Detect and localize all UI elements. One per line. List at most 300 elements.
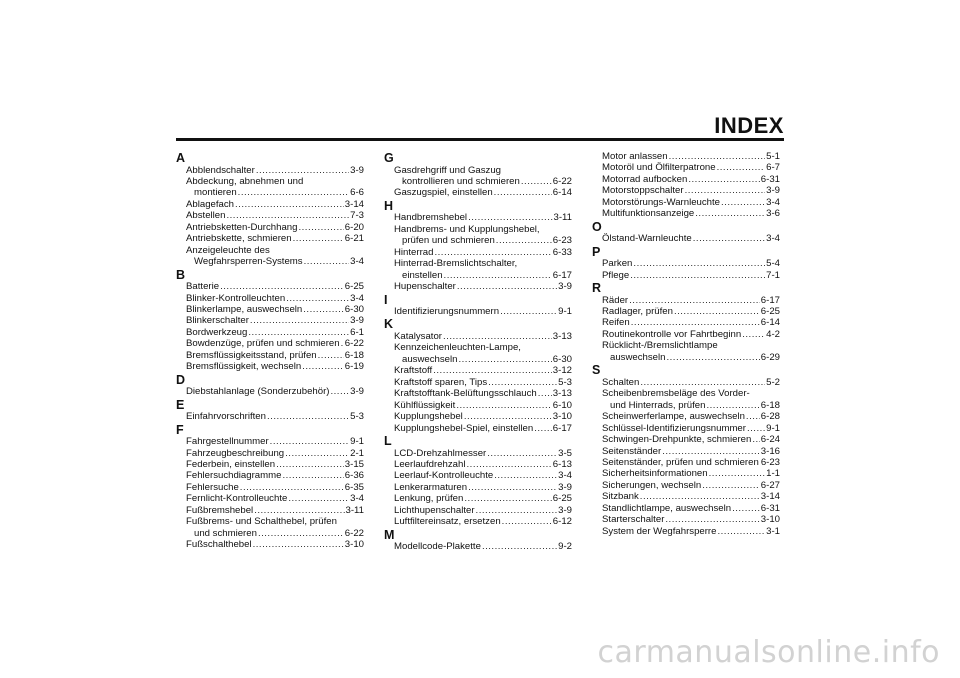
index-entry-label: Gaszugspiel, einstellen <box>394 187 493 199</box>
index-letter: I <box>384 292 388 307</box>
index-page-number: 3-9 <box>350 164 364 176</box>
dot-leader <box>742 329 765 340</box>
dot-leader <box>248 327 349 338</box>
index-entry-label: Fußbremshebel <box>186 504 254 516</box>
index-page-number: 2-1 <box>350 447 364 459</box>
index-entry <box>592 306 780 317</box>
index-entry-label: Fehlersuche <box>186 481 239 493</box>
index-entry <box>176 493 364 504</box>
index-page-number: 7-3 <box>350 210 364 222</box>
index-entry-label: Batterie <box>186 281 220 293</box>
dot-leader <box>695 208 765 219</box>
index-entry-label: Sicherheitsinformationen <box>602 468 708 480</box>
dot-leader <box>267 411 349 422</box>
index-entry-label: Motoröl und Ölfilterpatrone <box>602 162 716 174</box>
index-page-number: 6-21 <box>344 233 364 245</box>
index-entry <box>592 258 780 269</box>
index-page-number: 3-4 <box>350 292 364 304</box>
index-entry <box>176 505 364 516</box>
index-entry-label: Katalysator <box>394 330 442 342</box>
index-page-number: 3-10 <box>344 539 364 551</box>
index-entry <box>176 222 364 233</box>
index-entry <box>176 411 364 422</box>
index-page-number: 6-20 <box>344 221 364 233</box>
index-page-number: 6-22 <box>552 175 572 187</box>
index-entry-label: Motorstoppschalter <box>602 185 684 197</box>
index-page-number: 3-6 <box>766 208 780 220</box>
index-entry-label: und Hinterrads, prüfen <box>610 399 706 411</box>
index-entry-label: Radlager, prüfen <box>602 306 673 318</box>
index-page-number: 6-1 <box>350 326 364 338</box>
index-entry-heading: Kennzeichenleuchten-Lampe, <box>394 342 521 354</box>
dot-leader <box>482 541 557 552</box>
dot-leader <box>254 505 344 516</box>
index-entry-label: Motor anlassen <box>602 151 668 162</box>
index-entry <box>176 327 364 338</box>
index-entry-heading: Gasdrehgriff und Gaszug <box>394 164 502 176</box>
index-entry <box>176 386 364 397</box>
index-entry <box>592 526 780 537</box>
dot-leader <box>302 361 344 372</box>
index-entry-label: Ölstand-Warnleuchte <box>602 233 692 245</box>
dot-leader <box>494 187 552 198</box>
index-page-number: 5-4 <box>766 258 780 270</box>
index-entry-heading: Fußbrems- und Schalthebel, prüfen <box>186 516 337 528</box>
dot-leader <box>709 468 766 479</box>
index-entry <box>592 434 780 445</box>
index-entry-label: prüfen und schmieren <box>402 235 495 247</box>
index-entry-label: kontrollieren und schmieren <box>402 175 520 187</box>
index-entry-label: Schlüssel-Identifizierungsnummer <box>602 422 746 434</box>
index-entry <box>384 400 572 411</box>
index-entry <box>384 411 572 422</box>
dot-leader <box>303 304 344 315</box>
index-entry <box>384 187 572 198</box>
index-entry <box>176 256 364 267</box>
index-entry <box>176 539 364 550</box>
index-page-number: 6-22 <box>344 527 364 539</box>
index-entry <box>592 423 780 434</box>
index-entry <box>384 331 572 342</box>
index-entry-label: Fußschalthebel <box>186 539 252 551</box>
index-page-number: 6-35 <box>344 481 364 493</box>
index-page-number: 6-17 <box>760 294 780 306</box>
index-letter: M <box>384 527 395 542</box>
index-entry <box>176 293 364 304</box>
index-entry <box>592 295 780 306</box>
index-entry-label: Fernlicht-Kontrolleuchte <box>186 493 288 505</box>
index-page-number: 3-9 <box>766 185 780 197</box>
index-entry <box>592 185 780 196</box>
index-page-number: 6-18 <box>760 399 780 411</box>
index-entry-label: Scheinwerferlampe, auswechseln <box>602 411 745 423</box>
dot-leader <box>282 470 343 481</box>
index-page-number: 6-6 <box>350 187 364 199</box>
dot-leader <box>629 295 760 306</box>
index-entry-label: Bremsflüssigkeit, wechseln <box>186 361 302 373</box>
index-page-number: 3-13 <box>552 388 572 400</box>
index-page-number: 3-14 <box>344 198 364 210</box>
index-letter: O <box>592 219 602 234</box>
index-entry <box>384 470 572 481</box>
index-entry <box>384 281 572 292</box>
index-entry <box>384 270 572 281</box>
index-entry-label: Standlichtlampe, auswechseln <box>602 502 732 514</box>
index-entry <box>176 470 364 481</box>
index-entry <box>176 448 364 459</box>
index-entry-heading: Handbrems- und Kupplungshebel, <box>394 223 540 235</box>
index-entry-label: Wegfahrsperren-Systems <box>194 256 303 268</box>
dot-leader <box>488 377 557 388</box>
index-entry-label: Kupplungshebel-Spiel, einstellen <box>394 422 534 434</box>
index-entry <box>176 350 364 361</box>
dot-leader <box>746 411 760 422</box>
dot-leader <box>521 176 552 187</box>
index-page-number: 6-14 <box>760 317 780 329</box>
index-entry-label: Fahrzeugbeschreibung <box>186 447 285 459</box>
index-entry <box>592 468 780 479</box>
index-entry-label: Pflege <box>602 269 630 281</box>
index-entry <box>384 212 572 223</box>
index-entry <box>384 354 572 365</box>
index-entry-label: Lenkung, prüfen <box>394 493 464 505</box>
index-entry-label: Bremsflüssigkeitsstand, prüfen <box>186 349 317 361</box>
index-entry-heading: Abdeckung, abnehmen und <box>186 175 304 187</box>
dot-leader <box>721 197 765 208</box>
index-entry <box>592 162 780 173</box>
index-letter: F <box>176 422 184 437</box>
index-entry-label: Hinterrad <box>394 246 434 258</box>
index-page-number: 1-1 <box>766 468 780 480</box>
dot-leader <box>270 436 349 447</box>
index-page-number: 6-36 <box>344 470 364 482</box>
index-page-number: 6-24 <box>760 434 780 446</box>
index-page-number: 3-10 <box>552 411 572 423</box>
dot-leader <box>288 493 349 504</box>
index-entry <box>592 329 780 340</box>
dot-leader <box>226 210 349 221</box>
index-page-number: 3-9 <box>558 481 572 493</box>
index-entry <box>384 377 572 388</box>
index-entry-label: Blinkerlampe, auswechseln <box>186 303 303 315</box>
index-entry-label: Routinekontrolle vor Fahrtbeginn <box>602 328 742 340</box>
dot-leader <box>732 503 760 514</box>
title-divider <box>176 138 784 141</box>
index-entry <box>384 541 572 552</box>
index-entry-label: Fahrgestellnummer <box>186 436 269 448</box>
index-entry-label: Identifizierungsnummern <box>394 306 500 318</box>
index-page-number: 3-4 <box>350 493 364 505</box>
index-entry-label: Leerlauf-Kontrolleuchte <box>394 470 494 482</box>
index-entry-label: Fehlersuchdiagramme <box>186 470 282 482</box>
dot-leader <box>235 199 344 210</box>
index-letter: R <box>592 281 602 296</box>
index-entry-label: Räder <box>602 294 629 306</box>
index-page-number: 3-9 <box>558 504 572 516</box>
dot-leader <box>433 365 552 376</box>
index-page-number: 6-7 <box>766 162 780 174</box>
index-entry <box>384 235 572 246</box>
dot-leader <box>717 162 766 173</box>
dot-leader <box>706 400 759 411</box>
dot-leader <box>304 256 350 267</box>
index-page-number: 7-1 <box>766 269 780 281</box>
index-page-number: 5-3 <box>350 411 364 423</box>
index-entry <box>176 165 364 176</box>
index-column-3 <box>592 151 780 537</box>
dot-leader <box>476 505 558 516</box>
index-page-number: 3-4 <box>558 470 572 482</box>
dot-leader <box>669 151 766 162</box>
index-entry <box>592 174 780 185</box>
index-page-number: 6-31 <box>760 173 780 185</box>
index-letter: K <box>384 317 394 332</box>
index-letter: L <box>384 434 392 449</box>
index-letter: G <box>384 151 394 165</box>
index-entry-label: Antriebskette, schmieren <box>186 233 292 245</box>
index-page-number: 6-22 <box>344 338 364 350</box>
index-page-number: 3-9 <box>558 281 572 293</box>
index-entry-label: Parken <box>602 258 633 270</box>
index-entry-label: Leerlaufdrehzahl <box>394 459 466 471</box>
index-page-number: 6-17 <box>552 269 572 281</box>
index-page-number: 9-1 <box>350 436 364 448</box>
index-entry <box>592 270 780 281</box>
index-page-number: 3-13 <box>552 330 572 342</box>
index-entry <box>592 317 780 328</box>
index-page-number: 3-11 <box>345 504 364 516</box>
dot-leader <box>293 233 344 244</box>
index-entry <box>176 199 364 210</box>
dot-leader <box>285 448 349 459</box>
index-entry <box>384 448 572 459</box>
dot-leader <box>457 281 557 292</box>
index-letter: E <box>176 397 185 412</box>
dot-leader <box>534 423 552 434</box>
index-entry-label: Abblendschalter <box>186 164 255 176</box>
index-page-number: 9-2 <box>558 541 572 553</box>
index-page-number: 3-5 <box>558 447 572 459</box>
dot-leader <box>458 354 551 365</box>
index-entry <box>176 482 364 493</box>
dot-leader <box>341 338 344 349</box>
dot-leader <box>630 270 765 281</box>
index-page-number: 3-1 <box>766 525 780 537</box>
index-entry-label: Seitenständer <box>602 445 662 457</box>
index-page-number: 6-28 <box>760 411 780 423</box>
index-entry <box>384 247 572 258</box>
dot-leader <box>466 459 551 470</box>
index-entry-label: Sicherungen, wechseln <box>602 479 702 491</box>
index-entry <box>592 151 780 162</box>
index-page-number: 5-3 <box>558 376 572 388</box>
dot-leader <box>662 446 760 457</box>
index-page-number: 6-25 <box>344 281 364 293</box>
index-entry <box>176 304 364 315</box>
index-page-number: 6-25 <box>760 306 780 318</box>
page-title: INDEX <box>714 113 784 138</box>
index-entry <box>592 480 780 491</box>
index-letter: A <box>176 151 186 165</box>
index-entry <box>176 436 364 447</box>
index-entry <box>176 187 364 198</box>
index-entry <box>592 446 780 457</box>
dot-leader <box>633 258 765 269</box>
dot-leader <box>468 482 557 493</box>
index-entry-label: Kraftstoff sparen, Tips <box>394 376 488 388</box>
index-entry <box>384 493 572 504</box>
index-entry-label: einstellen <box>402 269 443 281</box>
index-column-2 <box>384 151 572 553</box>
index-page-number: 3-4 <box>350 256 364 268</box>
index-entry-label: Blinkerschalter <box>186 315 249 327</box>
index-entry <box>592 457 780 468</box>
dot-leader <box>456 400 551 411</box>
dot-leader <box>487 448 557 459</box>
index-page-number: 5-1 <box>766 151 780 162</box>
index-entry <box>384 306 572 317</box>
dot-leader <box>702 480 760 491</box>
index-page-number: 3-15 <box>344 459 364 471</box>
index-entry-label: Bordwerkzeug <box>186 326 248 338</box>
index-entry <box>176 233 364 244</box>
watermark: carmanualsonline.info <box>597 635 940 670</box>
index-entry-label: Kraftstoff <box>394 365 433 377</box>
index-entry-label: Einfahrvorschriften <box>186 411 266 423</box>
dot-leader <box>685 185 766 196</box>
index-page-number: 3-4 <box>766 196 780 208</box>
index-entry-heading: Hinterrad-Bremslichtschalter, <box>394 258 518 270</box>
index-page-number: 4-2 <box>766 328 780 340</box>
index-entry <box>592 233 780 244</box>
index-page-number: 6-30 <box>344 303 364 315</box>
index-entry-label: Schwingen-Drehpunkte, schmieren <box>602 434 752 446</box>
index-entry <box>384 388 572 399</box>
index-page-number: 6-23 <box>760 456 781 468</box>
index-entry-label: Diebstahlanlage (Sonderzubehör) <box>186 386 330 398</box>
index-entry <box>176 459 364 470</box>
index-entry-label: Hupenschalter <box>394 281 456 293</box>
dot-leader <box>502 516 552 527</box>
index-page-number: 6-31 <box>760 502 780 514</box>
index-page-number: 6-12 <box>552 516 572 528</box>
index-entry-label: Kupplungshebel <box>394 411 463 423</box>
index-entry-label: Modellcode-Plakette <box>394 541 481 553</box>
dot-leader <box>330 386 349 397</box>
dot-leader <box>717 526 765 537</box>
index-page-number: 6-29 <box>760 351 780 363</box>
index-letter: D <box>176 372 186 387</box>
index-entry-label: System der Wegfahrsperre <box>602 525 717 537</box>
index-entry-label: Ablagefach <box>186 198 235 210</box>
index-entry <box>384 423 572 434</box>
dot-leader <box>494 470 557 481</box>
dot-leader <box>464 411 552 422</box>
index-page-number: 3-9 <box>350 315 364 327</box>
dot-leader <box>665 514 759 525</box>
index-entry-label: Abstellen <box>186 210 226 222</box>
index-entry <box>384 459 572 470</box>
index-page-number: 6-18 <box>344 349 364 361</box>
dot-leader <box>258 528 344 539</box>
index-entry-heading: Anzeigeleuchte des <box>186 244 270 256</box>
index-page-number: 3-16 <box>760 445 780 457</box>
index-entry <box>176 338 364 349</box>
dot-leader <box>538 388 552 399</box>
index-entry-label: Federbein, einstellen <box>186 459 276 471</box>
index-entry-label: Seitenständer, prüfen und schmieren <box>602 456 759 468</box>
dot-leader <box>443 331 552 342</box>
index-entry <box>384 516 572 527</box>
index-entry-label: Starterschalter <box>602 514 665 526</box>
index-page-number: 6-13 <box>552 459 572 471</box>
index-entry-label: Motorrad aufbocken <box>602 173 688 185</box>
index-entry <box>592 503 780 514</box>
dot-leader <box>631 317 760 328</box>
dot-leader <box>276 459 344 470</box>
dot-leader <box>238 187 349 198</box>
index-entry <box>592 411 780 422</box>
index-entry-label: Blinker-Kontrolleuchten <box>186 292 286 304</box>
index-entry <box>384 505 572 516</box>
index-entry-label: auswechseln <box>610 351 666 363</box>
index-page-number: 6-27 <box>760 479 780 491</box>
index-entry-label: Reifen <box>602 317 630 329</box>
dot-leader <box>674 306 760 317</box>
dot-leader <box>688 174 759 185</box>
dot-leader <box>298 222 343 233</box>
index-entry-label: Motorstörungs-Warnleuchte <box>602 196 721 208</box>
index-entry <box>176 361 364 372</box>
dot-leader <box>640 491 760 502</box>
index-entry-label: Bowdenzüge, prüfen und schmieren <box>186 338 340 350</box>
dot-leader <box>434 247 551 258</box>
index-page-number: 6-14 <box>552 187 572 199</box>
index-page-number: 6-30 <box>552 353 572 365</box>
index-entry-label: Lenkerarmaturen <box>394 481 468 493</box>
dot-leader <box>220 281 344 292</box>
index-entry-label: Handbremshebel <box>394 212 468 224</box>
dot-leader <box>250 315 349 326</box>
index-entry <box>176 315 364 326</box>
index-entry <box>592 352 780 363</box>
index-entry <box>592 514 780 525</box>
index-letter: B <box>176 267 186 282</box>
index-entry <box>384 482 572 493</box>
index-column-1 <box>176 151 364 551</box>
dot-leader <box>693 233 765 244</box>
dot-leader <box>468 212 552 223</box>
index-page-number: 3-14 <box>760 491 780 503</box>
dot-leader <box>286 293 349 304</box>
index-entry <box>384 176 572 187</box>
index-entry <box>176 528 364 539</box>
index-entry-heading: Rücklicht-/Bremslichtlampe <box>602 340 718 352</box>
dot-leader <box>666 352 759 363</box>
index-letter: H <box>384 198 394 213</box>
index-entry <box>592 197 780 208</box>
index-entry-label: Schalten <box>602 376 640 388</box>
index-entry-label: Multifunktionsanzeige <box>602 208 695 220</box>
dot-leader <box>240 482 344 493</box>
index-entry-label: Lichthupenschalter <box>394 504 475 516</box>
index-page-number: 9-1 <box>766 422 780 434</box>
index-entry <box>592 377 780 388</box>
index-entry-label: montieren <box>194 187 237 199</box>
index-page-number: 6-23 <box>552 235 572 247</box>
index-page-number: 3-4 <box>766 233 780 245</box>
dot-leader <box>747 423 765 434</box>
